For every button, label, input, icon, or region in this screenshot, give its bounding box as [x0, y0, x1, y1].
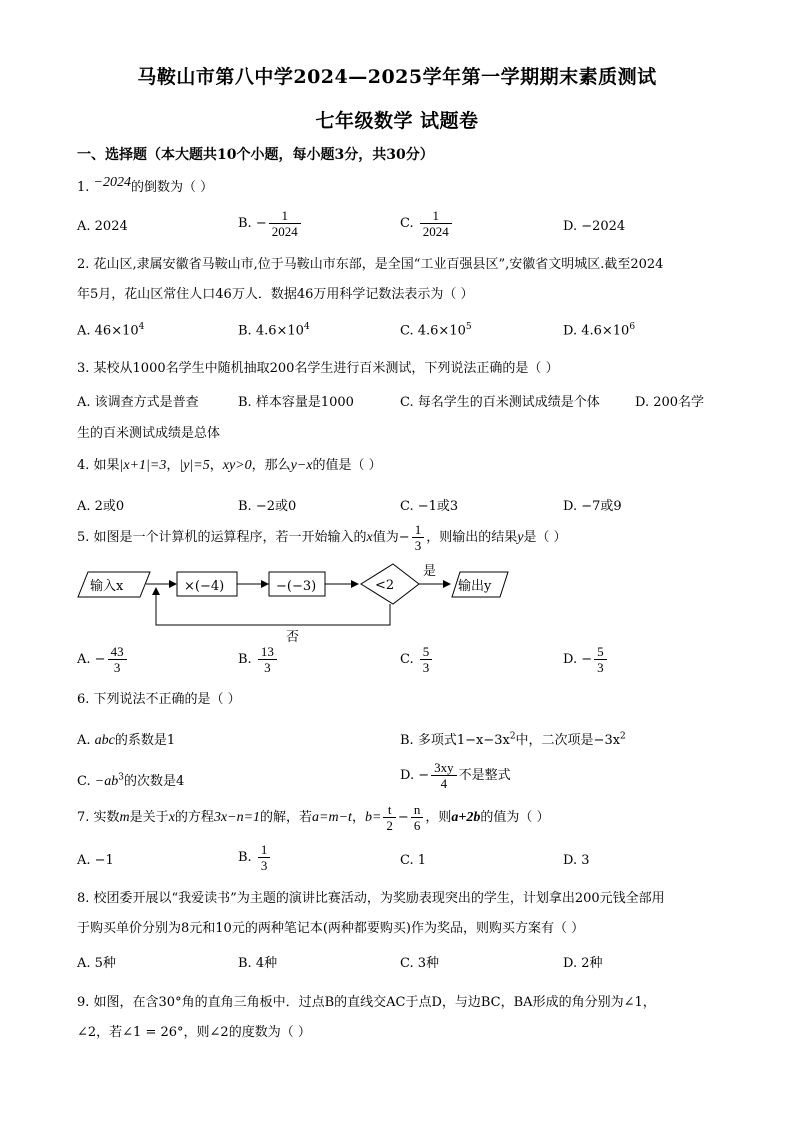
q6-option-d[interactable]: D. − $\frac{3xy}{4}$ 不是整式	[400, 760, 511, 791]
q3-option-d-continued: 生的百米测试成绩是总体	[77, 426, 221, 441]
q2-option-a[interactable]: A. $46\times 10^4$	[77, 322, 145, 339]
question-9: 9. 如图，在含30°角的直角三角板中．过点B的直线交AC于点D，与边BC，BA形成的角分别为∠1， ∠2，若∠1 = 26°，则∠2的度数为（ ）	[77, 995, 656, 1040]
q2-option-c[interactable]: C. $4.6\times 10^5$	[400, 322, 472, 339]
q3-option-d[interactable]: D. 200名学	[635, 395, 705, 410]
q3-option-a[interactable]: A. 该调查方式是普查	[77, 395, 199, 410]
q1-expression: −2024	[93, 175, 131, 190]
question-3: 3. 某校从1000名学生中随机抽取200名学生进行百米测试，下列说法正确的是（ ）	[77, 361, 559, 376]
q6-option-c[interactable]: C. $-ab^3$的次数是4	[77, 772, 185, 789]
q5-option-d[interactable]: D. − $\frac{5}{3}$	[563, 644, 609, 675]
q5-option-b[interactable]: B. $\frac{13}{3}$	[238, 644, 279, 675]
q4-option-d[interactable]: D. −7或9	[563, 499, 622, 514]
exam-subtitle: 七年级数学 试题卷	[315, 110, 479, 132]
flowchart	[70, 560, 520, 650]
q3-option-c[interactable]: C. 每名学生的百米测试成绩是个体	[400, 395, 600, 410]
q4-option-b[interactable]: B. −2或0	[238, 499, 297, 514]
flow-no-label: 否	[286, 630, 300, 645]
q8-option-a[interactable]: A. 5种	[77, 956, 116, 971]
flow-yes-label: 是	[423, 564, 437, 579]
q2-option-b[interactable]: B. $4.6\times 10^4$	[238, 322, 310, 339]
q6-option-b[interactable]: B. 多项式$1-x-3x^2$中，二次项是$-3x^2$	[400, 731, 626, 748]
q4-option-a[interactable]: A. 2或0	[77, 499, 125, 514]
section-heading: 一、选择题（本大题共10个小题，每小题3分，共30分）	[77, 147, 434, 163]
q8-option-c[interactable]: C. 3种	[400, 956, 440, 971]
q1-option-b[interactable]: B. − $\frac{1}{2024}$	[238, 208, 303, 239]
q6-option-a[interactable]: A. abc的系数是1	[77, 733, 176, 748]
q7-option-a[interactable]: A. −1	[77, 853, 114, 868]
question-2: 2. 花山区,隶属安徽省马鞍山市,位于马鞍山市东部，是全国“工业百强县区”,安徽省文明城区.截至2024 年5月，花山区常住人口46万人．数据46万用科学记数法表示为（ ）	[77, 257, 664, 302]
question-1: 1. −2024的倒数为（ ）	[77, 175, 214, 195]
question-5: 5. 如图是一个计算机的运算程序，若一开始输入的x值为− $\frac{1}{3}$ ，则输出的结果y是（ ）	[77, 522, 567, 553]
q8-option-d[interactable]: D. 2种	[563, 956, 603, 971]
q7-option-c[interactable]: C. 1	[400, 853, 427, 868]
q8-option-b[interactable]: B. 4种	[238, 956, 278, 971]
flow-op1-label: ×(−4)	[184, 579, 225, 594]
q3-option-b[interactable]: B. 样本容量是1000	[238, 395, 354, 410]
q1-option-c[interactable]: C. $\frac{1}{2024}$	[400, 208, 454, 239]
q4-option-c[interactable]: C. −1或3	[400, 499, 459, 514]
q7-option-b[interactable]: B. $\frac{1}{3}$	[238, 842, 272, 873]
question-6: 6. 下列说法不正确的是（ ）	[77, 692, 241, 707]
q2-option-d[interactable]: D. $4.6\times 10^6$	[563, 322, 636, 339]
question-7: 7. 实数m是关于x的方程3x−n=1的解，若a=m−t，b= $\frac{t}{2}$ − $\frac{n}{6}$ ，则a+2b的值为（ ）	[77, 802, 550, 833]
q5-option-a[interactable]: A. − $\frac{43}{3}$	[77, 644, 129, 675]
exam-title: 马鞍山市第八中学2024—2025学年第一学期期末素质测试	[137, 66, 657, 88]
flow-op2-label: −(−3)	[276, 579, 317, 594]
question-4: 4. 如果|x+1|=3，|y|=5，xy>0，那么y−x的值是（ ）	[77, 458, 382, 473]
flow-decision-label: <2	[375, 578, 395, 593]
flow-output-label: 输出y	[458, 579, 492, 594]
q1-option-d[interactable]: D. −2024	[563, 219, 626, 234]
q1-option-a[interactable]: A. 2024	[77, 219, 128, 234]
question-8: 8. 校团委开展以“我爱读书”为主题的演讲比赛活动，为奖励表现突出的学生，计划拿出200元钱全部用 于购买单价分别为8元和10元的两种笔记本(两种都要购买)作为奖品，则购买方案有（ ）	[77, 891, 665, 936]
q7-option-d[interactable]: D. 3	[563, 853, 590, 868]
q5-option-c[interactable]: C. $\frac{5}{3}$	[400, 644, 434, 675]
flow-input-label: 输入x	[90, 579, 124, 594]
